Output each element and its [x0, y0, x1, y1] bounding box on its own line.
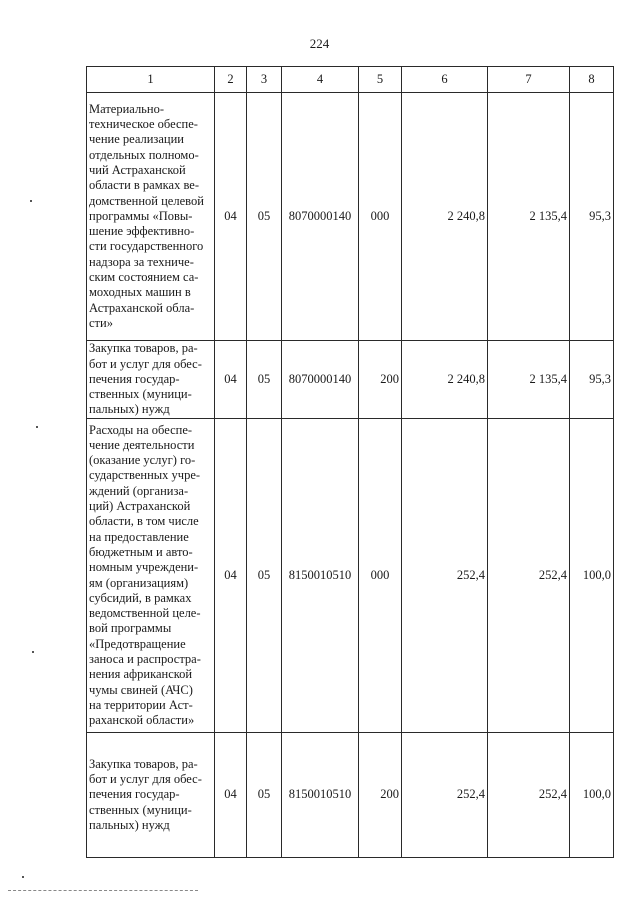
subsection-code: 05: [247, 341, 282, 419]
target-article-code: 8150010510: [282, 733, 359, 858]
page-number: 224: [309, 36, 330, 51]
table-row: [87, 733, 614, 858]
target-article-code: 8150010510: [282, 419, 359, 733]
expense-type-code: 200: [359, 733, 402, 858]
scan-speck: [22, 876, 24, 878]
scan-edge-line: [8, 890, 198, 891]
section-code: 04: [215, 733, 247, 858]
scan-speck: [30, 200, 32, 202]
section-code: 04: [215, 93, 247, 341]
planned-amount: 252,4: [402, 733, 488, 858]
target-article-code: 8070000140: [282, 341, 359, 419]
column-header: 4: [282, 67, 359, 93]
row-description: Материально- техническое обеспе- чение реализации отдельных полномо- чий Астраханской области в рамках ве- домственной целевой программы «Повы- шение эффективно- сти государственного надзора за техниче- ским состоянием са- моходных машин в Астраханской обла- сти»: [87, 93, 215, 341]
table-row: [87, 341, 614, 419]
section-code: 04: [215, 419, 247, 733]
planned-amount: 2 240,8: [402, 93, 488, 341]
executed-amount: 252,4: [488, 419, 570, 733]
section-code: 04: [215, 341, 247, 419]
expense-type-code: 200: [359, 341, 402, 419]
scan-speck: [36, 426, 38, 428]
table-row: [87, 419, 614, 733]
target-article-code: 8070000140: [282, 93, 359, 341]
executed-amount: 2 135,4: [488, 341, 570, 419]
row-description: Закупка товаров, ра- бот и услуг для обес- печения государ- ственных (муници- пальных) нужд: [87, 341, 215, 419]
table-header-row: [87, 67, 614, 93]
subsection-code: 05: [247, 93, 282, 341]
budget-table: [86, 66, 614, 858]
column-header: 8: [570, 67, 614, 93]
planned-amount: 2 240,8: [402, 341, 488, 419]
column-header: 3: [247, 67, 282, 93]
execution-percent: 95,3: [570, 341, 614, 419]
executed-amount: 252,4: [488, 733, 570, 858]
planned-amount: 252,4: [402, 419, 488, 733]
row-description: Закупка товаров, ра- бот и услуг для обес- печения государ- ственных (муници- пальных) нужд: [87, 733, 215, 858]
scan-speck: [32, 651, 34, 653]
execution-percent: 95,3: [570, 93, 614, 341]
execution-percent: 100,0: [570, 733, 614, 858]
subsection-code: 05: [247, 419, 282, 733]
executed-amount: 2 135,4: [488, 93, 570, 341]
column-header: 5: [359, 67, 402, 93]
expense-type-code: 000: [359, 93, 402, 341]
expense-type-code: 000: [359, 419, 402, 733]
column-header: 6: [402, 67, 488, 93]
subsection-code: 05: [247, 733, 282, 858]
execution-percent: 100,0: [570, 419, 614, 733]
table-row: [87, 93, 614, 341]
row-description: Расходы на обеспе- чение деятельности (оказание услуг) го- сударственных учре- ждений (организа- ций) Астраханской области, в том числе на предоставление бюджетным и авто- номным учреждени- ям (организациям) субсидий, в рамках ведомственной целе- вой программы «Предотвращение заноса и распростра- нения африканской чумы свиней (АЧС) на территории Аст- раханской области»: [87, 419, 215, 733]
column-header: 1: [87, 67, 215, 93]
column-header: 2: [215, 67, 247, 93]
column-header: 7: [488, 67, 570, 93]
